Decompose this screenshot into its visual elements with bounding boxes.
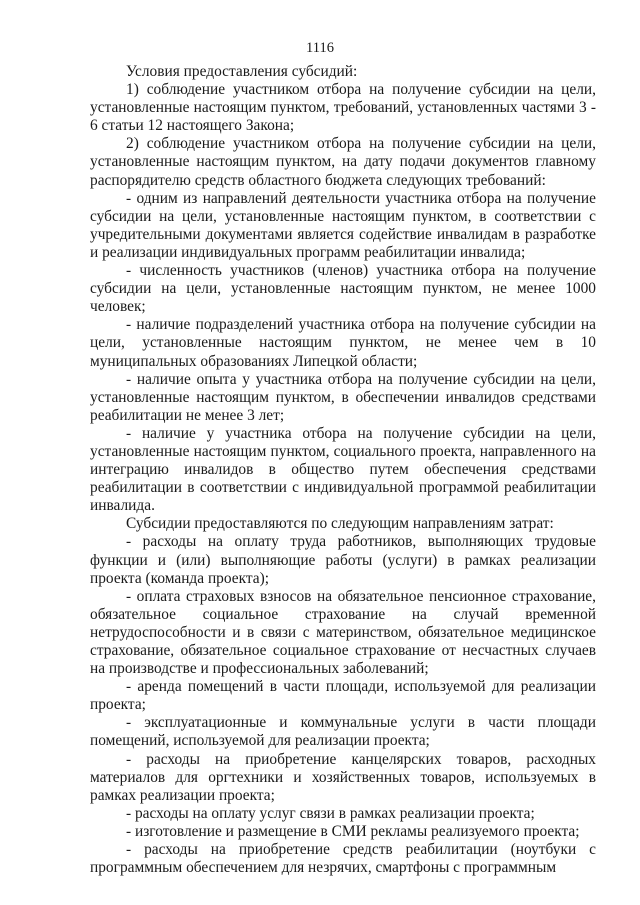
paragraph-conditions-heading: Условия предоставления субсидий:	[126, 63, 358, 80]
paragraph-expense-insurance: - оплата страховых взносов на обязательное пенсионное страхование, обязательное социальное страхование на случай временной нетрудоспособности и в связи с материнством, обязательное медицинское страхование, обязательное социальное страхование от несчастных случаев на производстве и профессиональных заболеваний;	[90, 587, 596, 678]
paragraph-expense-communication: - расходы на оплату услуг связи в рамках реализации проекта;	[126, 804, 535, 822]
paragraph-requirement-activity: - одним из направлений деятельности участника отбора на получение субсидии на цели, установленные настоящим пунктом, в соответствии с учредительными документами является содействие инвалидам в разработке и реализации индивидуальных программ реабилитации инвалида;	[90, 189, 596, 261]
paragraph-expense-rehabilitation: - расходы на приобретение средств реабилитации (ноутбуки с программным обеспечением для незрячих, смартфоны с программным	[90, 841, 596, 877]
page-number: 1116	[306, 40, 334, 56]
paragraph-condition-2: 2) соблюдение участником отбора на получение субсидии на цели, установленные настоящим пунктом, на дату подачи документов главному распорядителю средств областного бюджета следующих требований:	[90, 135, 596, 189]
paragraph-expense-advertising: - изготовление и размещение в СМИ рекламы реализуемого проекта;	[126, 822, 580, 840]
document-body	[90, 63, 596, 877]
paragraph-expense-utilities: - эксплуатационные и коммунальные услуги в части площади помещений, используемой для реализации проекта;	[90, 714, 596, 750]
paragraph-expense-rent: - аренда помещений в части площади, используемой для реализации проекта;	[90, 678, 596, 714]
paragraph-requirement-experience: - наличие опыта у участника отбора на получение субсидии на цели, установленные настоящим пунктом, в обеспечении инвалидов средствами реабилитации не менее 3 лет;	[90, 370, 596, 424]
paragraph-expense-salary: - расходы на оплату труда работников, выполняющих трудовые функции и (или) выполняющие работы (услуги) в рамках реализации проекта (команда проекта);	[90, 533, 596, 587]
paragraph-expense-supplies: - расходы на приобретение канцелярских товаров, расходных материалов для оргтехники и хозяйственных товаров, используемых в рамках реализации проекта;	[90, 750, 596, 804]
paragraph-requirement-members: - численность участников (членов) участника отбора на получение субсидии на цели, установленные настоящим пунктом, не менее 1000 человек;	[90, 262, 596, 316]
paragraph-expenses-heading: Субсидии предоставляются по следующим направлениям затрат:	[126, 515, 554, 533]
paragraph-requirement-branches: - наличие подразделений участника отбора на получение субсидии на цели, установленные настоящим пунктом, не менее чем в 10 муниципальных образованиях Липецкой области;	[90, 316, 596, 370]
paragraph-condition-1: 1) соблюдение участником отбора на получение субсидии на цели, установленные настоящим пунктом, требований, установленных частями 3 - 6 статьи 12 настоящего Закона;	[90, 81, 596, 135]
paragraph-requirement-project: - наличие у участника отбора на получение субсидии на цели, установленные настоящим пунктом, социального проекта, направленного на интеграцию инвалидов в общество путем обеспечения средствами реабилитации в соответствии с индивидуальной программой реабилитации инвалида.	[90, 424, 596, 515]
